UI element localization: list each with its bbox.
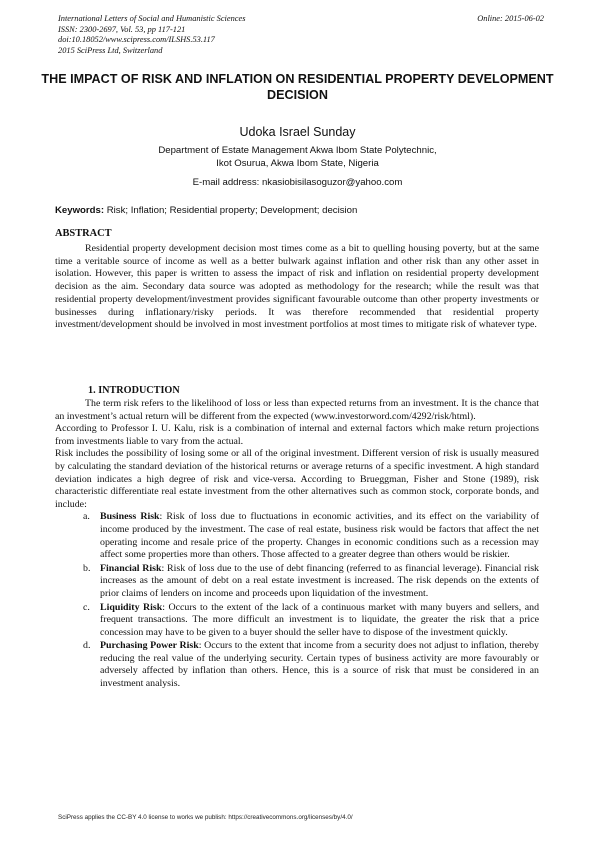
journal-header bbox=[58, 14, 544, 56]
keywords-text: Risk; Inflation; Residential property; Development; decision bbox=[104, 205, 358, 216]
list-item bbox=[55, 511, 539, 561]
keywords bbox=[55, 205, 545, 216]
introduction-section bbox=[55, 398, 539, 692]
list-marker: c. bbox=[83, 601, 90, 613]
risk-term: Purchasing Power Risk bbox=[100, 640, 199, 652]
intro-paragraph-1: The term risk refers to the likelihood of loss or less than expected returns from an investment. It is the chance that an investment’s actual return will be different from the expected (www.investorword.com/4292/risk/html). bbox=[55, 398, 539, 422]
keywords-label: Keywords: bbox=[55, 205, 105, 216]
list-marker: a. bbox=[83, 511, 90, 523]
author-name: Udoka Israel Sunday bbox=[239, 125, 356, 139]
abstract-heading: ABSTRACT bbox=[55, 228, 112, 239]
online-date: Online: 2015-06-02 bbox=[477, 14, 544, 23]
affiliation-line-1: Department of Estate Management Akwa Ibom State Polytechnic, bbox=[158, 145, 437, 156]
journal-name: International Letters of Social and Humanistic Sciences bbox=[58, 14, 246, 23]
risk-types-list bbox=[55, 511, 539, 690]
issn-line: ISSN: 2300-2697, Vol. 53, pp 117-121 bbox=[58, 24, 186, 34]
risk-term: Business Risk bbox=[100, 511, 160, 523]
paper-title: THE IMPACT OF RISK AND INFLATION ON RESIDENTIAL PROPERTY DEVELOPMENT DECISION bbox=[41, 72, 554, 102]
risk-description: : Risk of loss due to fluctuations in economic activities, and its effect on the variability of income produced by the investment. The case of real estate, business risk would be factors that affect the net operating income and resale price of the property. Changes in economic conditions such as a recession may affect some properties more than others. Those affected to a greater degree than others would be riskier. bbox=[100, 511, 539, 561]
list-item bbox=[55, 640, 539, 690]
risk-term: Liquidity Risk bbox=[100, 601, 163, 613]
license-footer: SciPress applies the CC-BY 4.0 license to works we publish: https://creativecommons.org/licenses/by/4.0/ bbox=[58, 814, 353, 821]
risk-description: : Occurs to the extent that income from a security does not adjust to inflation, thereby reducing the real value of the underlying security. Certain types of business activity are more favourably or adversely affected by inflation than others. Hence, this is a source of risk that must be considered in an investment analysis. bbox=[100, 640, 539, 690]
abstract-body: Residential property development decision most times come as a bit to quelling housing poverty, but at the same time a veritable source of income as well as a better bulwark against inflation and other risk than any other asset in isolation. However, this paper is written to assess the impact of risk and inflation on residential property development decision as the aim. Secondary data source was adopted as methodology for the research; while the result was that residential property development/investment provides significant favourable outcome than other property investments or businesses during inflationary/risky periods. It was therefore recommended that residential property investment/development should be involved in most investment portfolios at most times to mitigate risk of whatever type. bbox=[55, 243, 539, 331]
author-email: E-mail address: nkasiobisilasoguzor@yahoo.com bbox=[192, 177, 403, 188]
doi-line: doi:10.18052/www.scipress.com/ILSHS.53.117 bbox=[58, 35, 215, 44]
copyright-line: 2015 SciPress Ltd, Switzerland bbox=[58, 45, 163, 55]
list-item bbox=[55, 563, 539, 601]
risk-description: : Risk of loss due to the use of debt financing (referred to as financial leverage). Financial risk increases as the amount of debt on a real estate investment is increased. The risk depends on the extents of prior claims of lenders on income and proceeds upon liquidation of the investment. bbox=[100, 562, 539, 599]
list-marker: b. bbox=[83, 562, 91, 574]
author-affiliation bbox=[0, 145, 595, 170]
risk-description: : Occurs to the extent of the lack of a continuous market with many buyers and sellers, and frequent transactions. The more difficult an investment is to liquidate, the greater the risk that a price concession may have to be given to a buyer should the seller have to dispose of the investment quickly. bbox=[100, 601, 540, 638]
list-item bbox=[55, 602, 539, 640]
intro-paragraph-2: According to Professor I. U. Kalu, risk is a combination of internal and external factors which make return projections from investments liable to vary from the actual. bbox=[55, 423, 539, 447]
intro-paragraph-3: Risk includes the possibility of losing some or all of the original investment. Different version of risk is usually measured by calculating the standard deviation of the historical returns or average returns of a specific investment. A high standard deviation indicates a high degree of risk and vice-versa. According to Brueggman, Fisher and Stone (1989), risk characteristic differentiate real estate investment from the other alternatives such as common stock, corporate bonds, and include: bbox=[55, 448, 539, 510]
risk-term: Financial Risk bbox=[100, 562, 162, 574]
list-marker: d. bbox=[83, 640, 91, 652]
affiliation-line-2: Ikot Osurua, Akwa Ibom State, Nigeria bbox=[216, 157, 379, 169]
section-heading-introduction: 1. INTRODUCTION bbox=[88, 385, 180, 396]
